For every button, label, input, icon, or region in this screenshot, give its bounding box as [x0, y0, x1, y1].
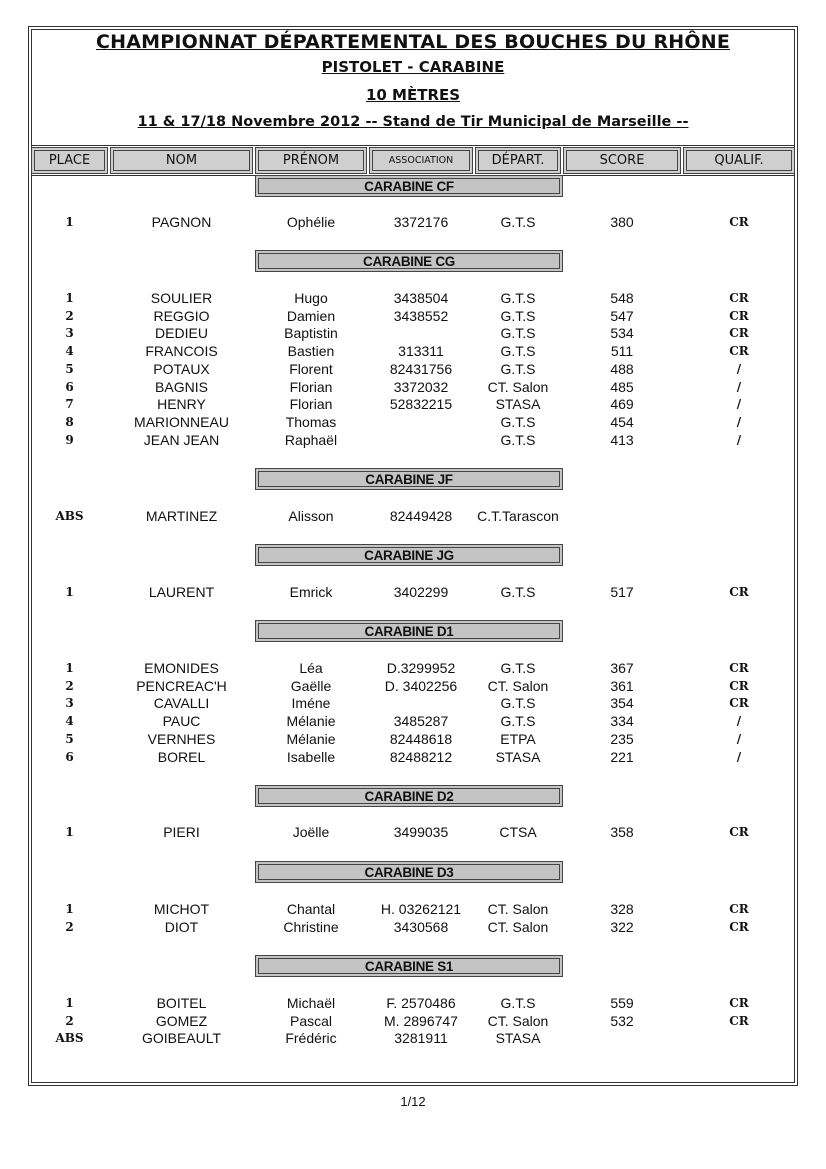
cell-qualif: / [736, 397, 742, 412]
cell-prenom: Iméne [291, 695, 331, 712]
category-heading: CARABINE CG [255, 250, 563, 272]
cell-score: 380 [610, 214, 634, 230]
dates-location: 11 & 17/18 Novembre 2012 -- Stand de Tir Municipal de Marseille -- [137, 114, 689, 130]
cell-place: 3 [65, 326, 74, 341]
cell-score: 454 [610, 413, 634, 430]
cell-depart: G.T.S [500, 325, 536, 342]
table-row [31, 431, 795, 449]
table-row [31, 213, 795, 231]
cell-place: 6 [65, 749, 74, 764]
cell-association: 82488212 [389, 748, 453, 765]
cell-nom: POTAUX [153, 360, 210, 377]
cell-depart: G.T.S [500, 660, 536, 676]
table-row [31, 395, 795, 413]
cell-nom: PAUC [162, 713, 201, 730]
cell-score: 367 [610, 660, 634, 676]
cell-score: 532 [610, 1012, 634, 1029]
cell-place: 4 [65, 714, 74, 729]
table-row [31, 900, 795, 918]
cell-score: 548 [610, 290, 634, 306]
table-row [31, 342, 795, 360]
cell-nom: FRANCOIS [145, 343, 218, 360]
cell-nom: PENCREAC'H [136, 677, 227, 694]
cell-qualif: CR [729, 696, 749, 711]
cell-score: 485 [610, 378, 634, 395]
cell-score: 328 [610, 901, 634, 917]
cell-place: 5 [65, 361, 74, 376]
cell-place: ABS [55, 509, 84, 523]
cell-qualif: / [736, 361, 742, 376]
cell-qualif: CR [729, 996, 749, 1010]
cell-prenom: Damien [286, 307, 336, 324]
cell-depart: STASA [495, 396, 541, 413]
cell-association: 3402299 [393, 584, 449, 600]
cell-score: 511 [610, 343, 634, 360]
cell-nom: BAGNIS [155, 378, 208, 395]
cell-prenom: Bastien [287, 343, 335, 360]
cell-place: 2 [65, 919, 74, 934]
cell-depart: G.T.S [500, 343, 536, 360]
cell-depart: G.T.S [500, 214, 536, 230]
cell-association: 3372176 [393, 214, 449, 230]
cell-qualif: CR [729, 661, 749, 675]
cell-depart: G.T.S [500, 413, 536, 430]
cell-prenom: Léa [299, 660, 323, 676]
cell-association: 3438552 [393, 307, 449, 324]
cell-score: 221 [610, 748, 634, 765]
cell-prenom: Hugo [294, 290, 328, 306]
cell-place: 1 [65, 215, 74, 229]
cell-place: 8 [65, 414, 74, 429]
cell-depart: C.T.Tarascon [477, 508, 559, 524]
table-row [31, 1029, 795, 1047]
cell-qualif: / [736, 379, 742, 394]
cell-prenom: Christine [283, 918, 339, 935]
cell-nom: REGGIO [153, 307, 210, 324]
cell-place: 3 [65, 696, 74, 711]
cell-place: 1 [65, 902, 74, 916]
table-row [31, 307, 795, 325]
cell-nom: GOIBEAULT [141, 1030, 222, 1047]
cell-depart: CT. Salon [487, 378, 549, 395]
table-row [31, 583, 795, 601]
column-header-score: SCORE [563, 147, 681, 174]
cell-depart: STASA [495, 748, 541, 765]
cell-score: 488 [610, 360, 634, 377]
cell-depart: CT. Salon [487, 918, 549, 935]
category-heading: CARABINE S1 [255, 955, 563, 977]
cell-qualif: CR [729, 919, 749, 934]
table-row [31, 823, 795, 841]
cell-qualif: / [736, 414, 742, 429]
cell-association: 3499035 [393, 824, 449, 840]
cell-score: 358 [610, 824, 634, 840]
cell-place: 1 [65, 996, 74, 1010]
cell-place: 1 [65, 825, 74, 839]
cell-prenom: Isabelle [286, 748, 336, 765]
cell-place: 7 [65, 397, 74, 412]
cell-place: 2 [65, 1013, 74, 1028]
cell-nom: VERNHES [147, 730, 216, 747]
cell-depart: G.T.S [500, 695, 536, 712]
cell-qualif: / [736, 731, 742, 746]
cell-nom: SOULIER [150, 290, 213, 306]
cell-association: F. 2570486 [386, 995, 456, 1011]
cell-score: 413 [610, 431, 634, 448]
cell-prenom: Gaëlle [290, 677, 332, 694]
cell-score: 547 [610, 307, 634, 324]
cell-association: M. 2896747 [384, 1012, 458, 1029]
category-heading: CARABINE JG [255, 544, 563, 566]
category-heading: CARABINE D1 [255, 620, 563, 642]
cell-qualif: / [736, 432, 742, 447]
column-header-nom: NOM [110, 147, 253, 174]
cell-depart: G.T.S [500, 290, 536, 306]
cell-qualif: CR [729, 308, 749, 323]
cell-nom: MARIONNEAU [134, 413, 229, 430]
cell-association: 82448618 [389, 730, 453, 747]
table-row [31, 1012, 795, 1030]
cell-prenom: Ophélie [286, 214, 336, 230]
cell-nom: JEAN JEAN [143, 431, 220, 448]
cell-qualif: CR [729, 678, 749, 693]
cell-score: 354 [610, 695, 634, 712]
table-row [31, 712, 795, 730]
category-heading: CARABINE D2 [255, 785, 563, 807]
cell-nom: HENRY [157, 396, 206, 413]
cell-place: 1 [65, 661, 74, 675]
cell-nom: EMONIDES [144, 660, 219, 676]
cell-score: 517 [610, 584, 634, 600]
cell-place: 6 [65, 379, 74, 394]
cell-nom: BOITEL [156, 995, 207, 1011]
cell-place: 9 [65, 432, 74, 447]
cell-place: 1 [65, 585, 74, 599]
cell-depart: ETPA [500, 730, 536, 747]
cell-prenom: Joëlle [292, 824, 330, 840]
cell-prenom: Florian [289, 396, 333, 413]
header-divider [31, 145, 795, 146]
cell-association: 3438504 [393, 290, 449, 306]
cell-nom: PAGNON [151, 214, 212, 230]
table-row [31, 659, 795, 677]
category-heading: CARABINE D3 [255, 861, 563, 883]
cell-prenom: Florian [289, 378, 333, 395]
cell-qualif: CR [729, 585, 749, 599]
cell-score: 559 [610, 995, 634, 1011]
cell-depart: G.T.S [500, 431, 536, 448]
cell-prenom: Emrick [289, 584, 333, 600]
cell-prenom: Florent [289, 360, 333, 377]
cell-depart: CT. Salon [487, 1012, 549, 1029]
cell-qualif: CR [729, 825, 749, 839]
cell-prenom: Mélanie [286, 713, 336, 730]
cell-association: 3430568 [393, 918, 449, 935]
column-header-depart: DÉPART. [475, 147, 561, 174]
cell-score: 322 [610, 918, 634, 935]
cell-nom: CAVALLI [153, 695, 210, 712]
table-row [31, 324, 795, 342]
cell-association: D. 3402256 [384, 677, 458, 694]
cell-nom: DEDIEU [155, 325, 208, 342]
table-row [31, 378, 795, 396]
cell-place: 2 [65, 308, 74, 323]
cell-qualif: CR [729, 902, 749, 916]
cell-qualif: / [736, 714, 742, 729]
cell-qualif: CR [729, 291, 749, 305]
cell-nom: PIERI [163, 824, 200, 840]
cell-nom: DIOT [164, 918, 199, 935]
cell-depart: CTSA [499, 824, 537, 840]
cell-depart: G.T.S [500, 360, 536, 377]
cell-association: H. 03262121 [380, 901, 462, 917]
distance-heading: 10 MÈTRES [365, 86, 461, 104]
cell-nom: LAURENT [148, 584, 215, 600]
column-header-place: PLACE [31, 147, 108, 174]
cell-association: 3485287 [393, 713, 449, 730]
cell-depart: G.T.S [500, 307, 536, 324]
cell-nom: GOMEZ [155, 1012, 208, 1029]
table-row [31, 730, 795, 748]
table-row [31, 507, 795, 525]
cell-association: 313311 [398, 343, 444, 360]
cell-prenom: Mélanie [286, 730, 336, 747]
cell-score: 361 [610, 677, 634, 694]
cell-depart: CT. Salon [487, 901, 549, 917]
cell-place: 5 [65, 731, 74, 746]
cell-qualif: CR [729, 1013, 749, 1028]
cell-score: 469 [610, 396, 634, 413]
cell-qualif: CR [729, 215, 749, 229]
page-number: 1/12 [400, 1094, 426, 1109]
cell-nom: MARTINEZ [145, 508, 218, 524]
cell-association: 82449428 [389, 508, 453, 524]
cell-depart: CT. Salon [487, 677, 549, 694]
table-row [31, 748, 795, 766]
cell-prenom: Chantal [286, 901, 336, 917]
table-row [31, 918, 795, 936]
cell-place: 2 [65, 678, 74, 693]
table-row [31, 994, 795, 1012]
document-title: CHAMPIONNAT DÉPARTEMENTAL DES BOUCHES DU RHÔNE [95, 31, 731, 53]
table-row [31, 694, 795, 712]
cell-association: 82431756 [389, 360, 453, 377]
cell-score: 534 [610, 325, 634, 342]
cell-qualif: CR [729, 326, 749, 341]
cell-depart: STASA [495, 1030, 541, 1047]
category-heading: CARABINE CF [255, 175, 563, 197]
cell-depart: G.T.S [500, 713, 536, 730]
cell-score: 235 [610, 730, 634, 747]
cell-nom: MICHOT [153, 901, 210, 917]
category-heading: CARABINE JF [255, 468, 563, 490]
cell-qualif: / [736, 749, 742, 764]
cell-prenom: Alisson [288, 508, 334, 524]
column-header-prenom: PRÉNOM [255, 147, 367, 174]
cell-prenom: Frédéric [285, 1030, 337, 1047]
table-row [31, 413, 795, 431]
cell-prenom: Baptistin [284, 325, 338, 342]
table-row [31, 289, 795, 307]
document-subtitle: PISTOLET - CARABINE [321, 58, 505, 76]
cell-prenom: Thomas [285, 413, 337, 430]
cell-association: D.3299952 [386, 660, 456, 676]
cell-nom: BOREL [157, 748, 206, 765]
cell-depart: G.T.S [500, 584, 536, 600]
cell-score: 334 [610, 713, 634, 730]
cell-place: 1 [65, 291, 74, 305]
cell-prenom: Pascal [289, 1012, 333, 1029]
table-row [31, 677, 795, 695]
cell-place: 4 [65, 344, 74, 359]
cell-association: 52832215 [389, 396, 453, 413]
cell-association: 3372032 [393, 378, 449, 395]
cell-association: 3281911 [394, 1030, 448, 1047]
cell-depart: G.T.S [500, 995, 536, 1011]
column-header-association: ASSOCIATION [369, 147, 473, 174]
cell-place: ABS [55, 1031, 84, 1046]
cell-prenom: Michaël [286, 995, 336, 1011]
cell-qualif: CR [729, 344, 749, 359]
column-header-qualif: QUALIF. [683, 147, 795, 174]
cell-prenom: Raphaël [284, 431, 338, 448]
table-row [31, 360, 795, 378]
